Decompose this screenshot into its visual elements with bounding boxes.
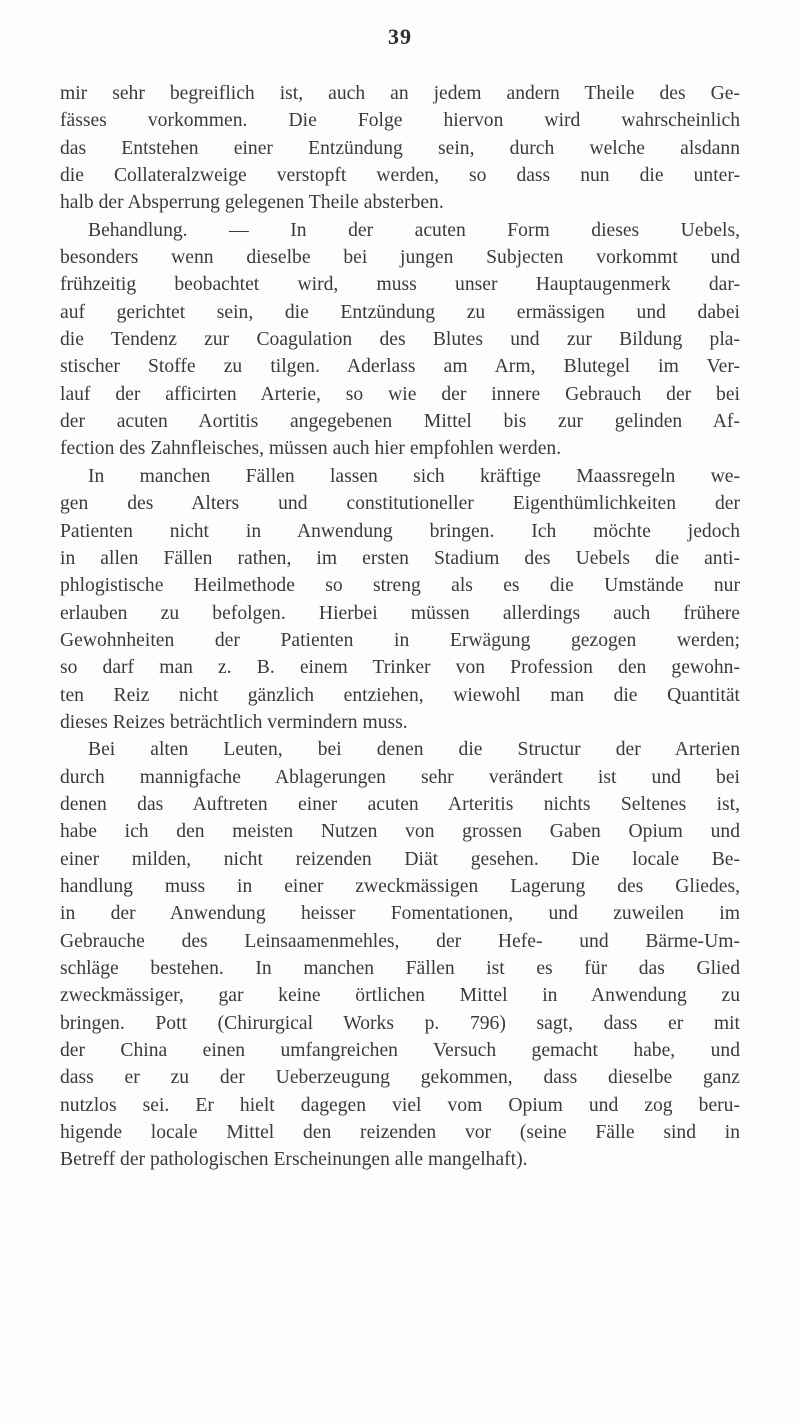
text-line: dass er zu der Ueberzeugung gekommen, dass dieselbe ganz: [60, 1067, 740, 1089]
text-line: halb der Absperrung gelegenen Theile absterben.: [60, 192, 444, 214]
text-line: lauf der afficirten Arterie, so wie der innere Gebrauch der bei: [60, 383, 740, 405]
text-line: In manchen Fällen lassen sich kräftige Maassregeln we-: [88, 465, 740, 487]
text-line: Gewohnheiten der Patienten in Erwägung gezogen werden;: [60, 629, 740, 651]
text-line: nutzlos sei. Er hielt dagegen viel vom Opium und zog beru-: [60, 1094, 740, 1116]
text-line: Betreff der pathologischen Erscheinungen alle mangelhaft).: [60, 1149, 528, 1171]
text-line: durch mannigfache Ablagerungen sehr verändert ist und bei: [60, 766, 740, 788]
text-line: mir sehr begreiflich ist, auch an jedem andern Theile des Ge-: [60, 83, 740, 104]
text-line: schläge bestehen. In manchen Fällen ist es für das Glied: [60, 958, 740, 979]
text-line: fection des Zahnfleisches, müssen auch hier empfohlen werden.: [60, 438, 562, 460]
body-text: [60, 80, 740, 1174]
text-line: die Tendenz zur Coagulation des Blutes und zur Bildung pla-: [60, 329, 740, 351]
text-line: so darf man z. B. einem Trinker von Profession den gewohn-: [60, 657, 740, 679]
text-line: einer milden, nicht reizenden Diät gesehen. Die locale Be-: [60, 848, 740, 870]
text-line: handlung muss in einer zweckmässigen Lagerung des Gliedes,: [60, 875, 740, 897]
text-line: gen des Alters und constitutioneller Eigenthümlichkeiten der: [60, 493, 740, 515]
text-line: dieses Reizes beträchtlich vermindern muss.: [60, 711, 408, 733]
text-line: fässes vorkommen. Die Folge hiervon wird wahrscheinlich: [60, 110, 740, 132]
text-line: Bei alten Leuten, bei denen die Structur der Arterien: [88, 739, 740, 761]
text-line: higende locale Mittel den reizenden vor (seine Fälle sind in: [60, 1122, 740, 1144]
text-line: frühzeitig beobachtet wird, muss unser Hauptaugenmerk dar-: [60, 274, 740, 296]
text-line: die Collateralzweige verstopft werden, so dass nun die unter-: [60, 165, 740, 187]
text-line: auf gerichtet sein, die Entzündung zu ermässigen und dabei: [60, 301, 740, 323]
text-line: besonders wenn dieselbe bei jungen Subjecten vorkommt und: [60, 247, 740, 269]
text-line: in allen Fällen rathen, im ersten Stadium des Uebels die anti-: [60, 547, 740, 569]
text-line: Gebrauche des Leinsaamenmehles, der Hefe- und Bärme-Um-: [60, 930, 740, 952]
text-line: der China einen umfangreichen Versuch gemacht habe, und: [60, 1040, 740, 1062]
text-line: denen das Auftreten einer acuten Arteritis nichts Seltenes ist,: [60, 793, 740, 815]
text-line: stischer Stoffe zu tilgen. Aderlass am Arm, Blutegel im Ver-: [60, 356, 740, 378]
text-line: das Entstehen einer Entzündung sein, durch welche alsdann: [60, 137, 740, 159]
text-line: phlogistische Heilmethode so streng als es die Umstände nur: [60, 575, 740, 597]
text-line: in der Anwendung heisser Fomentationen, und zuweilen im: [60, 903, 740, 925]
text-line: der acuten Aortitis angegebenen Mittel bis zur gelinden Af-: [60, 411, 740, 433]
section-heading-line: Behandlung. — In der acuten Form dieses Uebels,: [88, 219, 740, 241]
text-line: erlauben zu befolgen. Hierbei müssen allerdings auch frühere: [60, 602, 740, 624]
text-line: habe ich den meisten Nutzen von grossen Gaben Opium und: [60, 821, 740, 843]
text-line: bringen. Pott (Chirurgical Works p. 796) sagt, dass er mit: [60, 1012, 740, 1034]
page-number: 39: [388, 24, 412, 49]
text-line: Patienten nicht in Anwendung bringen. Ich möchte jedoch: [60, 520, 740, 542]
text-line: ten Reiz nicht gänzlich entziehen, wiewohl man die Quantität: [60, 684, 740, 706]
text-line: zweckmässiger, gar keine örtlichen Mittel in Anwendung zu: [60, 985, 740, 1007]
